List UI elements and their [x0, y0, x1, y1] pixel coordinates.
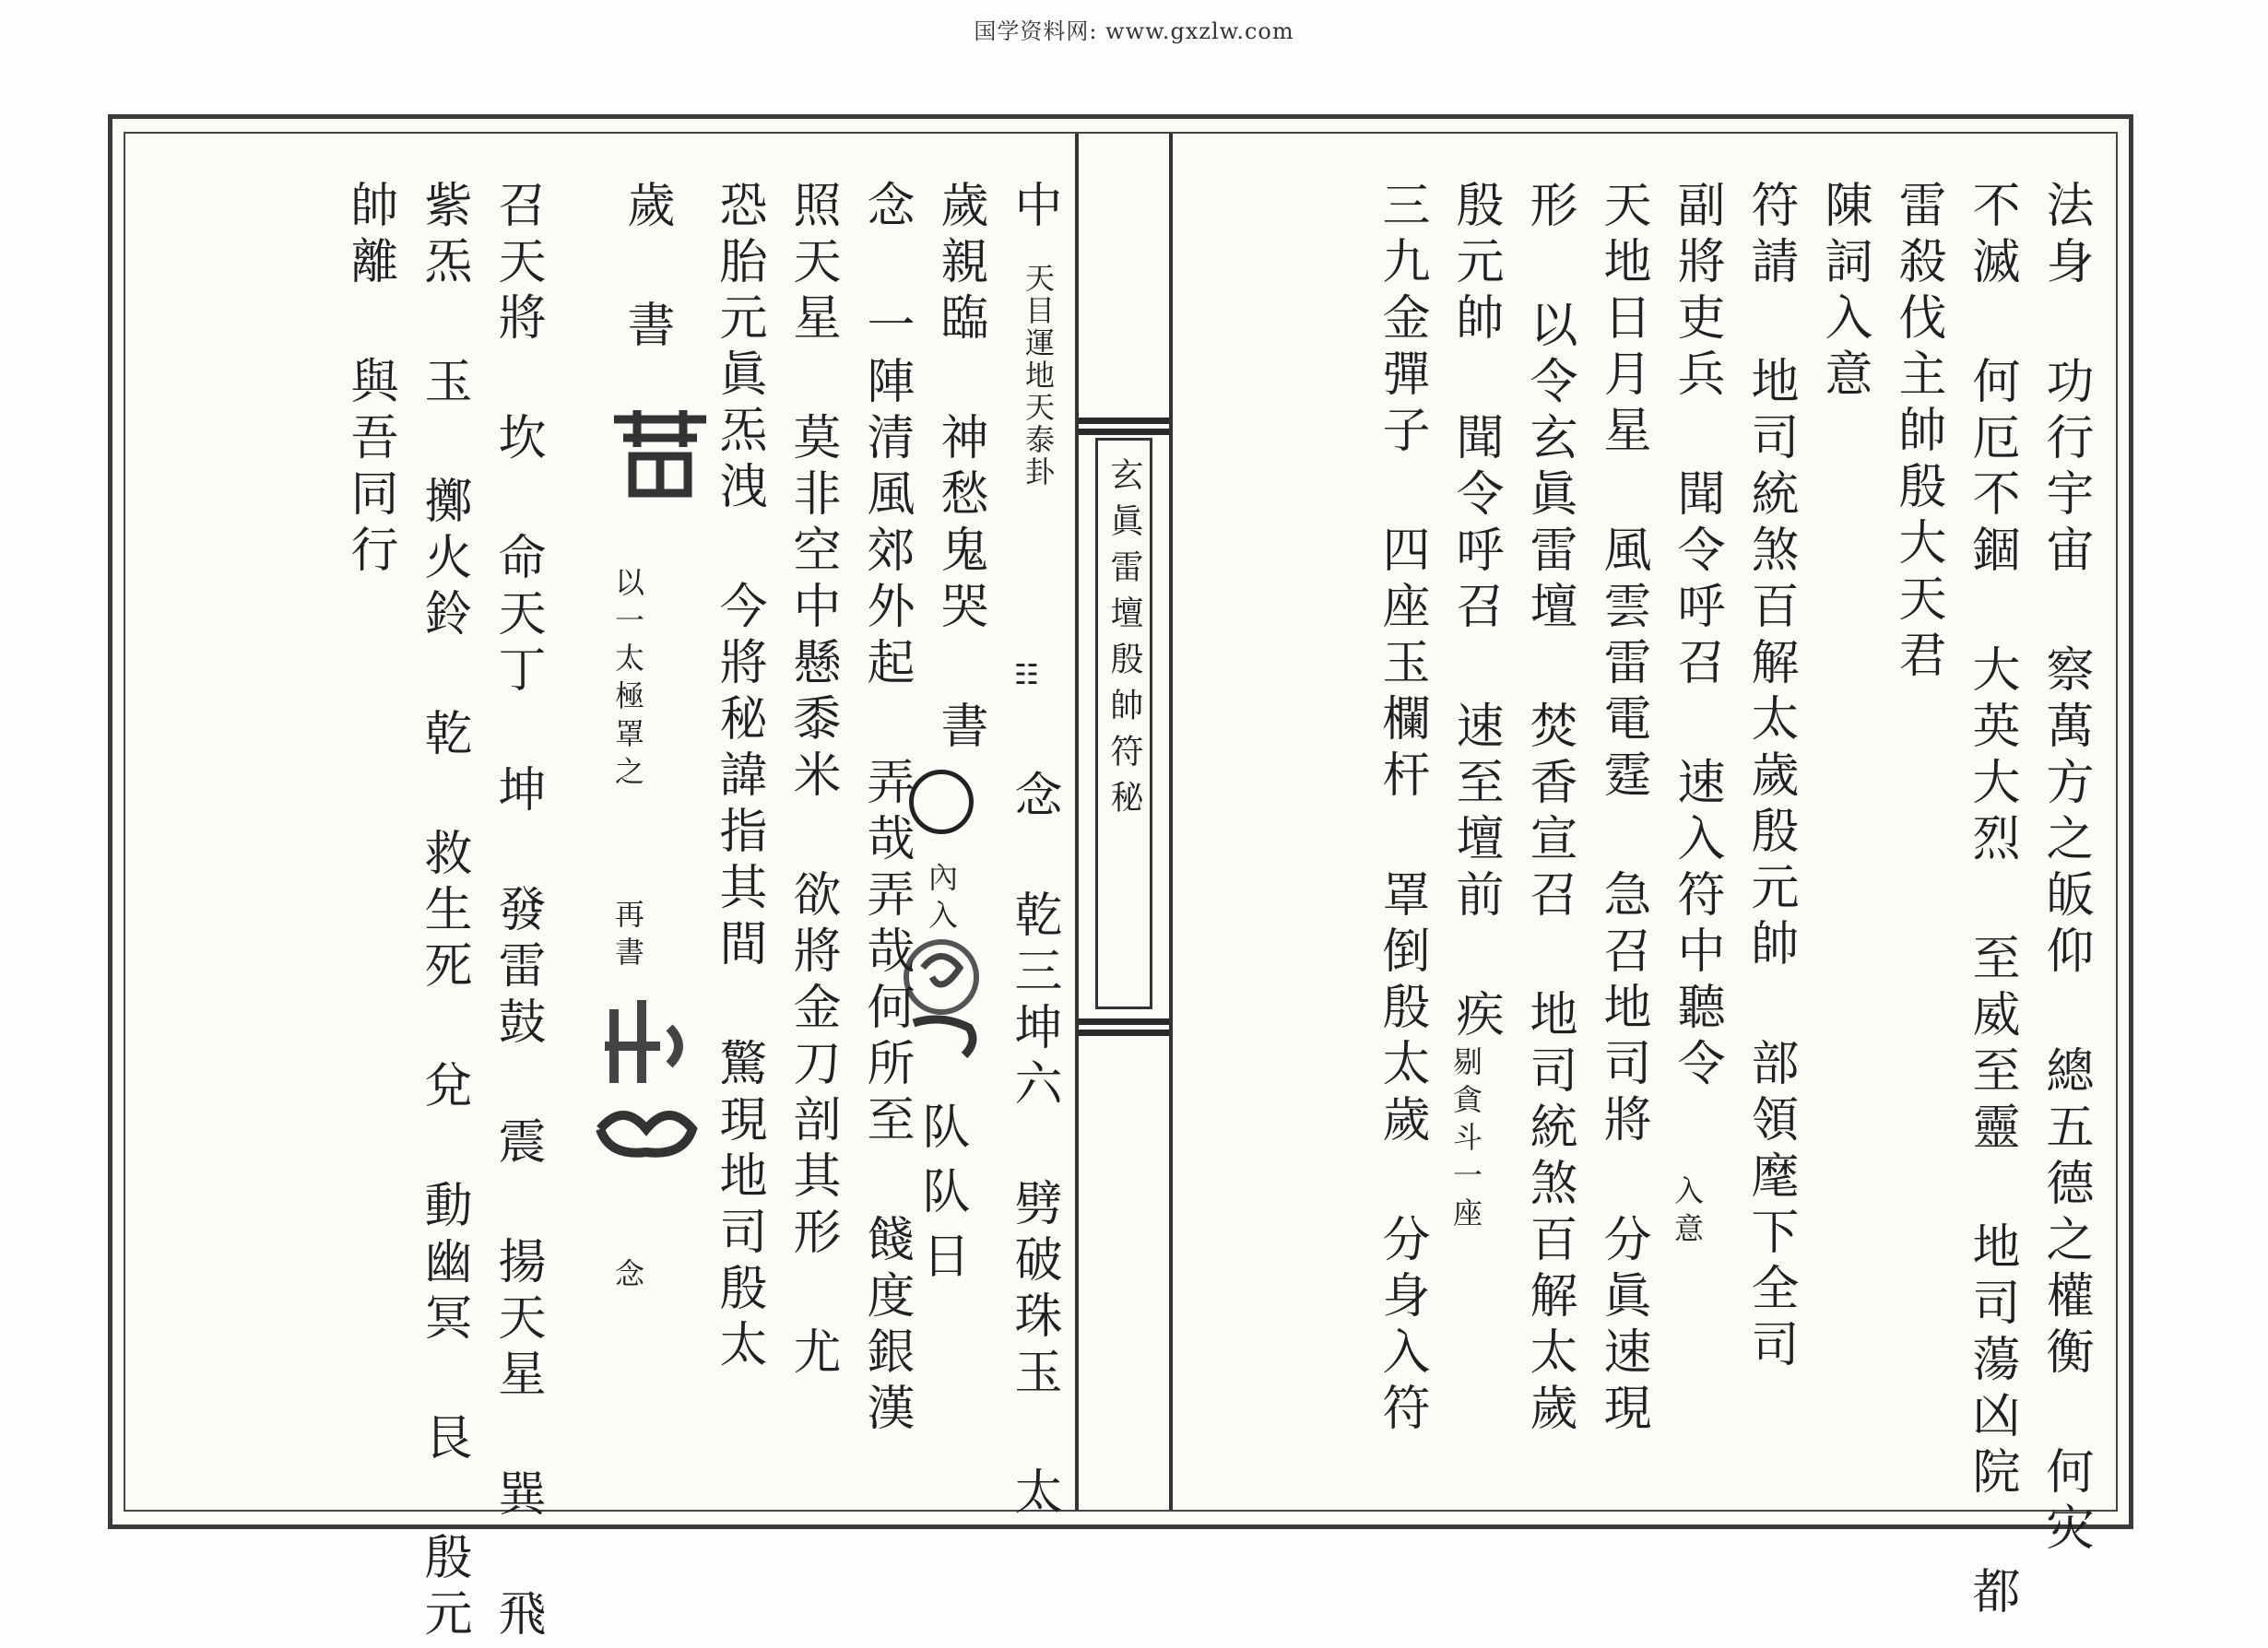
text-column: 歲 書 — [619, 180, 674, 356]
text-column: 念 乾三坤六 劈破珠玉 太 — [1006, 770, 1061, 1523]
text-column: 照天星 莫非空中懸黍米 欲將金刀剖其形 尤 — [785, 180, 840, 1383]
book-spine — [1075, 134, 1173, 1510]
spirit-talisman-icon — [586, 991, 706, 1179]
hexagram-icon: ☷ — [1010, 659, 1043, 700]
text-column: 歲親臨 神愁鬼哭 書 — [932, 180, 987, 757]
sigil-char: 日 — [914, 1230, 969, 1287]
text-column: 殷元帥 聞令呼召 速至壇前 疾 — [1447, 180, 1503, 1045]
spine-bar-top — [1079, 429, 1169, 435]
text-column: 陳詞入意 — [1816, 180, 1872, 405]
small-note: 內入 — [924, 862, 959, 937]
small-note: 剔貪斗一座 — [1448, 1046, 1483, 1235]
spine-bar-bottom — [1079, 1018, 1169, 1025]
inner-border — [124, 132, 2118, 1644]
text-column: 念 一陣清風郊外起 弄哉弄哉何所至 餞度銀漢 — [858, 180, 914, 1439]
sigil-char: 队 — [914, 1166, 969, 1222]
right-page — [1195, 180, 2097, 1622]
sigil-char: 队 — [914, 1101, 969, 1158]
text-column: 紫炁 玉 擲火鈴 乾 救生死 兌 動幽冥 艮 殷元 — [416, 180, 471, 1644]
hexagram-label: 天目運地天泰卦 — [1021, 263, 1056, 489]
spine-bar-top-2 — [1079, 418, 1169, 424]
left-page — [153, 180, 1066, 1644]
text-column: 天地日月星 風雲雷電霆 急召地司將 分眞速現 — [1595, 180, 1650, 1439]
text-column: 符請 地司統煞百解太歲殷元帥 部領麾下全司 — [1742, 180, 1798, 1375]
small-note: 再書 — [610, 899, 645, 974]
spine-bar-bottom-2 — [1079, 1030, 1169, 1036]
thunder-talisman-icon — [605, 392, 715, 506]
text-column: 三九金彈子 四座玉欄杆 罩倒殷太歲 分身入符 — [1374, 180, 1429, 1439]
text-column: 法身 功行宇宙 察萬方之皈仰 總五德之權衡 何灾 — [2038, 180, 2093, 1559]
spine-title: 玄眞雷壇殷帥符秘 — [1095, 438, 1152, 1009]
small-note: 以一太極罩之 — [610, 567, 645, 794]
circle-symbol — [909, 770, 974, 834]
small-note: 念 — [610, 1258, 645, 1296]
text-column: 恐胎元眞炁洩 今將秘諱指其間 驚現地司殷太 — [711, 180, 766, 1375]
text-column: 中 — [1006, 180, 1061, 236]
text-column: 召天將 坎 命天丁 坤 發雷鼓 震 揚天星 巽 飛 — [490, 180, 545, 1644]
text-column: 副將吏兵 聞令呼召 速入符中聽令 — [1669, 180, 1724, 1094]
text-column: 雷殺伐主帥殷大天君 — [1890, 180, 1945, 686]
page-frame — [108, 114, 2133, 1644]
text-column: 帥離 與吾同行 — [342, 180, 397, 581]
small-note: 入意 — [1670, 1175, 1705, 1251]
text-column: 不滅 何厄不錮 大英大烈 至威至靈 地司蕩凶院 都 — [1964, 180, 2019, 1622]
text-column: 形 以令玄眞雷壇 焚香宣召 地司統煞百解太歲 — [1521, 180, 1577, 1439]
watermark-text: 国学资料网: www.gxzlw.com — [974, 18, 1294, 44]
